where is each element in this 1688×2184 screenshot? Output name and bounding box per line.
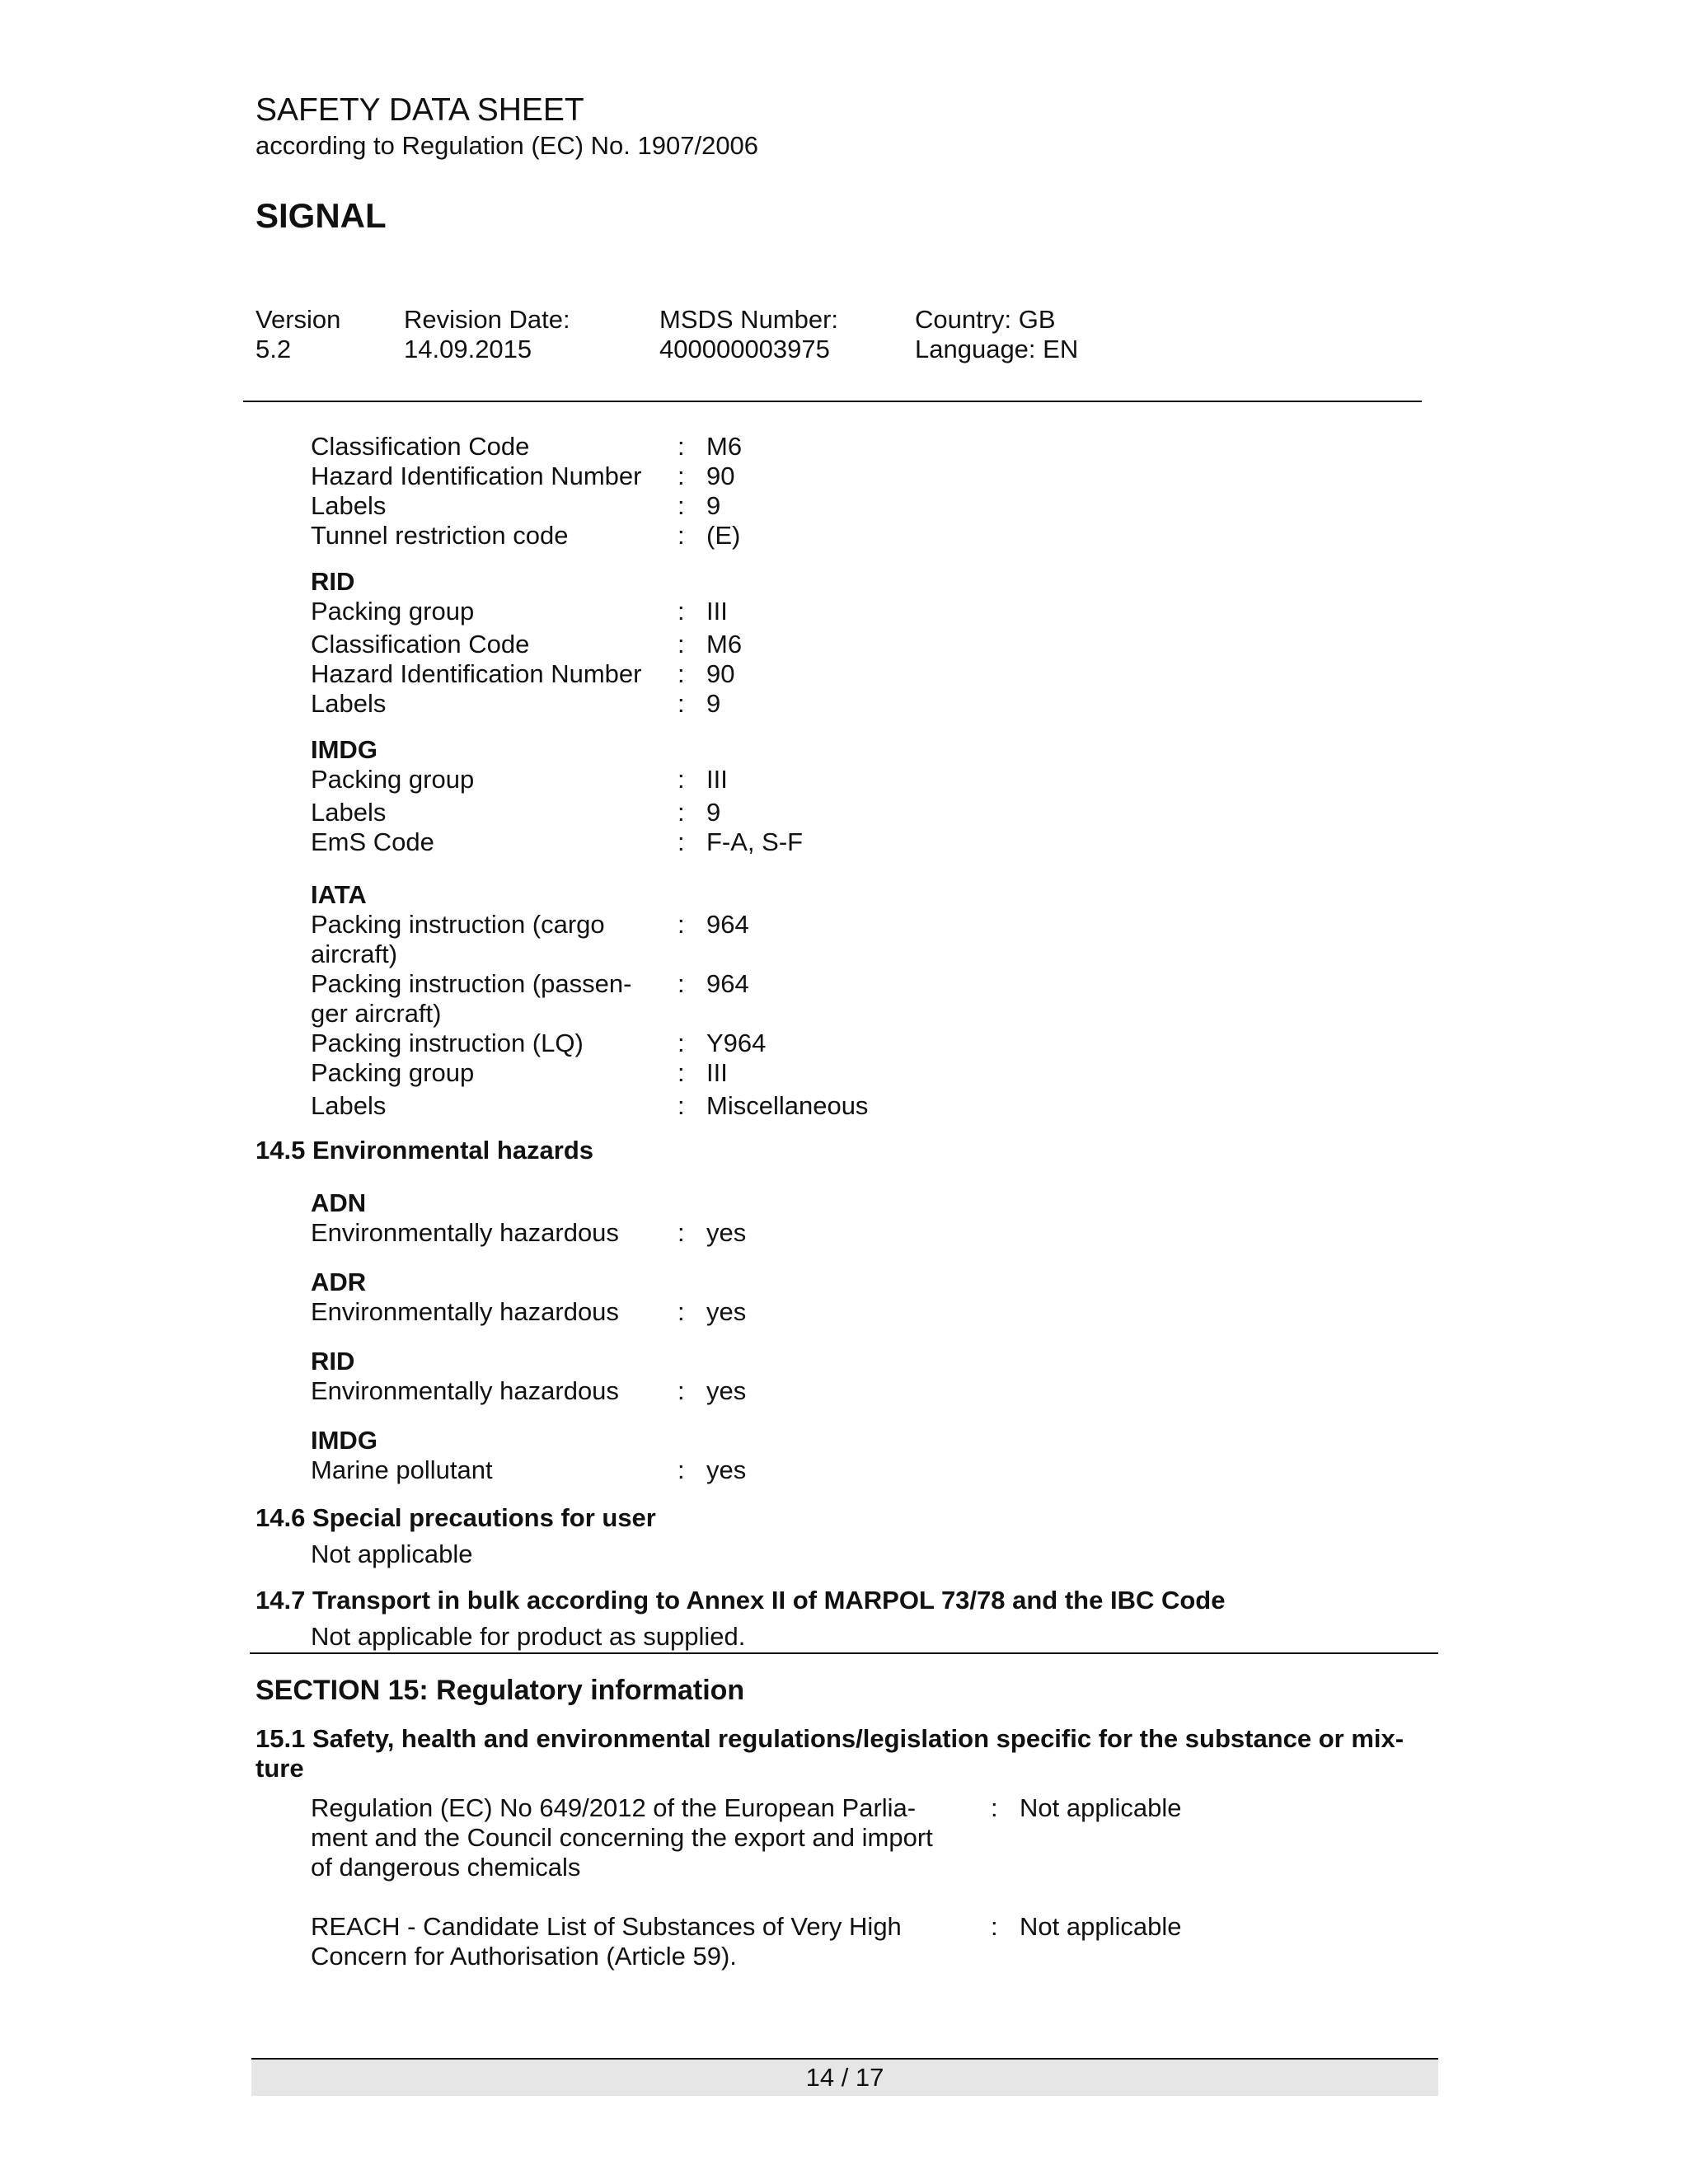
env-adr-heading: ADR xyxy=(311,1268,367,1296)
msds-value: 400000003975 xyxy=(659,335,830,363)
env-rid-heading: RID xyxy=(311,1347,355,1376)
section-14-7-text: Not applicable for product as supplied. xyxy=(311,1622,746,1651)
iata-heading: IATA xyxy=(311,880,367,909)
revision-label: Revision Date: xyxy=(404,305,570,334)
section-15-1-heading: 15.1 Safety, health and environmental regulations/legislation specific for the substance or mix- xyxy=(256,1724,1404,1753)
version-label: Version xyxy=(256,305,341,334)
msds-label: MSDS Number: xyxy=(659,305,839,334)
section-14-6-heading: 14.6 Special precautions for user xyxy=(256,1503,656,1532)
imdg-heading: IMDG xyxy=(311,735,377,764)
revision-value: 14.09.2015 xyxy=(404,335,532,363)
header-divider xyxy=(243,401,1422,402)
version-value: 5.2 xyxy=(256,335,292,363)
product-name: SIGNAL xyxy=(256,196,387,235)
language: Language: EN xyxy=(915,335,1079,363)
section-14-7-heading: 14.7 Transport in bulk according to Annex II of MARPOL 73/78 and the IBC Code xyxy=(256,1586,1226,1615)
rid-heading: RID xyxy=(311,567,355,596)
section-divider xyxy=(250,1652,1438,1654)
env-adn-heading: ADN xyxy=(311,1188,367,1217)
document-subtitle: according to Regulation (EC) No. 1907/2006 xyxy=(256,131,759,160)
section-14-6-text: Not applicable xyxy=(311,1540,473,1568)
meta-revision xyxy=(404,305,570,364)
section-14-5-heading: 14.5 Environmental hazards xyxy=(256,1136,594,1165)
section-15-1-heading-cont: ture xyxy=(256,1754,304,1783)
section-15-heading: SECTION 15: Regulatory information xyxy=(256,1675,745,1706)
meta-locale xyxy=(915,305,1078,364)
page-footer xyxy=(251,2058,1438,2096)
meta-version xyxy=(256,305,340,364)
env-imdg-heading: IMDG xyxy=(311,1426,377,1455)
page-number: 14 / 17 xyxy=(805,2063,884,2092)
document-title: SAFETY DATA SHEET xyxy=(256,92,584,128)
meta-msds xyxy=(659,305,838,364)
country: Country: GB xyxy=(915,305,1056,334)
